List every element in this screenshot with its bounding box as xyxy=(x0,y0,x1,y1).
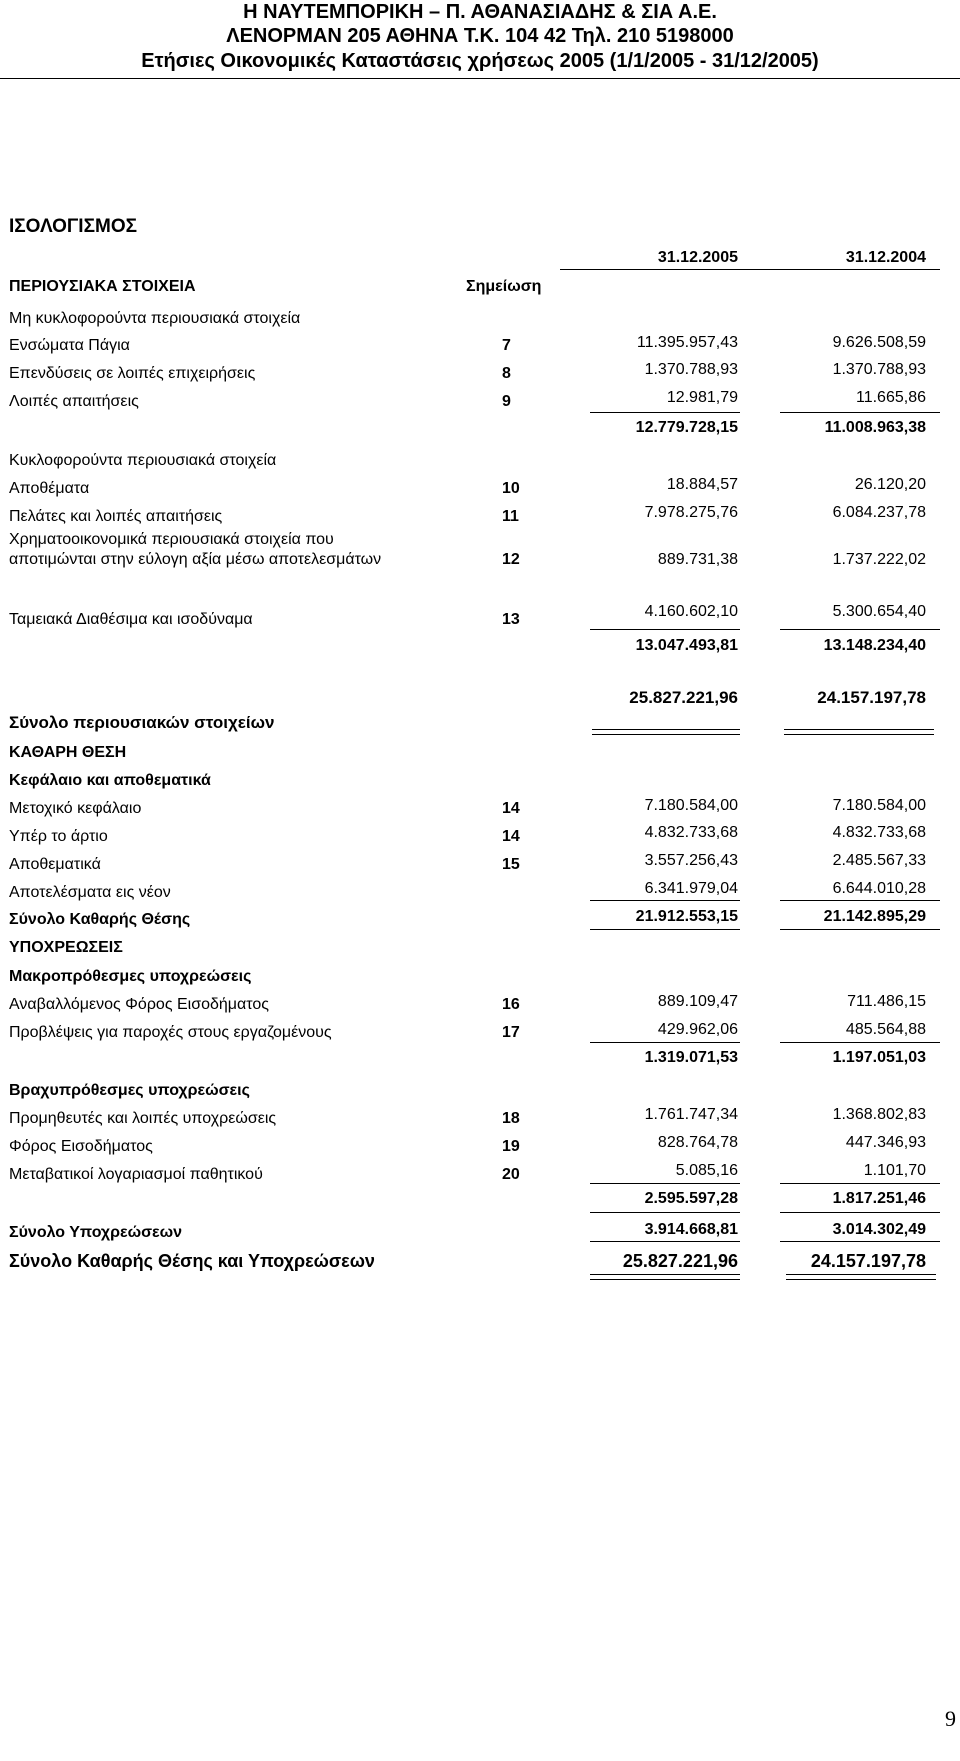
total-assets-2005: 25.827.221,96 xyxy=(629,688,738,707)
current-assets-heading: Κυκλοφορούντα περιουσιακά στοιχεία xyxy=(9,452,277,469)
noncurrent-total-2004: 11.008.963,38 xyxy=(824,419,926,436)
grand-total-2004: 24.157.197,78 xyxy=(810,1251,926,1271)
page-number: 9 xyxy=(945,1706,956,1731)
row-note: 14 xyxy=(502,828,520,845)
total-rule xyxy=(590,1241,740,1242)
subtotal-rule xyxy=(780,412,940,413)
equity-total-2005: 21.912.553,15 xyxy=(635,908,738,925)
subtotal-rule xyxy=(590,1212,740,1213)
grand-total-2005: 25.827.221,96 xyxy=(622,1251,738,1271)
row-label: Προβλέψεις για παροχές στους εργαζομένους xyxy=(9,1024,332,1041)
equity-subheading: Κεφάλαιο και αποθεματικά xyxy=(9,772,211,789)
shortterm-heading: Βραχυπρόθεσμες υποχρεώσεις xyxy=(9,1082,250,1099)
row-note: 17 xyxy=(502,1024,520,1041)
page-title: ΙΣΟΛΟΓΙΣΜΟΣ xyxy=(9,216,137,237)
total-assets-label: Σύνολο περιουσιακών στοιχείων xyxy=(9,713,275,732)
grand-total-label: Σύνολο Καθαρής Θέσης και Υποχρεώσεων xyxy=(9,1251,375,1271)
row-note: 8 xyxy=(502,365,511,382)
row-note: 10 xyxy=(502,480,520,497)
longterm-total-2005: 1.319.071,53 xyxy=(644,1049,738,1066)
value-2005: 828.764,78 xyxy=(657,1134,738,1151)
equity-total-label: Σύνολο Καθαρής Θέσης xyxy=(9,911,191,928)
row-note: 15 xyxy=(502,856,520,873)
column-header-rule xyxy=(560,269,940,270)
row-label: Αποτελέσματα εις νέον xyxy=(9,884,171,901)
value-2004: 1.368.802,83 xyxy=(832,1106,926,1123)
row-label: Μετοχικό κεφάλαιο xyxy=(9,800,142,817)
total-double-rule xyxy=(592,729,740,735)
subtotal-rule xyxy=(590,629,740,630)
row-label: Αποθέματα xyxy=(9,480,90,497)
row-note: 7 xyxy=(502,337,511,354)
shortterm-total-2004: 1.817.251,46 xyxy=(832,1190,926,1207)
row-note: 19 xyxy=(502,1138,520,1155)
value-2005: 5.085,16 xyxy=(675,1162,738,1179)
value-2005: 11.395.957,43 xyxy=(636,334,738,351)
value-2005: 889.109,47 xyxy=(657,993,738,1010)
row-label: Επενδύσεις σε λοιπές επιχειρήσεις xyxy=(9,365,256,382)
longterm-total-2004: 1.197.051,03 xyxy=(832,1049,926,1066)
value-2005: 1.761.747,34 xyxy=(644,1106,738,1123)
value-2004: 447.346,93 xyxy=(845,1134,926,1151)
row-label: Προμηθευτές και λοιπές υποχρεώσεις xyxy=(9,1110,277,1127)
row-note: 16 xyxy=(502,996,520,1013)
column-header-2005: 31.12.2005 xyxy=(657,249,738,266)
liabilities-total-2004: 3.014.302,49 xyxy=(832,1221,926,1238)
value-2004: 2.485.567,33 xyxy=(832,852,926,869)
row-label: Ταμειακά Διαθέσιμα και ισοδύναμα xyxy=(9,611,253,628)
row-note: 18 xyxy=(502,1110,520,1127)
value-2005: 429.962,06 xyxy=(657,1021,738,1038)
longterm-heading: Μακροπρόθεσμες υποχρεώσεις xyxy=(9,968,252,985)
current-total-2004: 13.148.234,40 xyxy=(823,637,926,654)
value-2005: 18.884,57 xyxy=(666,476,738,493)
liabilities-total-label: Σύνολο Υποχρεώσεων xyxy=(9,1224,183,1241)
subtotal-rule xyxy=(590,900,740,901)
equity-total-2004: 21.142.895,29 xyxy=(823,908,926,925)
value-2005: 4.160.602,10 xyxy=(644,603,738,620)
row-note: 14 xyxy=(502,800,520,817)
value-2004: 26.120,20 xyxy=(854,476,926,493)
row-note: 11 xyxy=(502,508,519,525)
value-2004: 4.832.733,68 xyxy=(832,824,926,841)
company-name: Η ΝΑΥΤΕΜΠΟΡΙΚΗ – Π. ΑΘΑΝΑΣΙΑΔΗΣ & ΣΙΑ Α.Ε. xyxy=(243,1,717,23)
row-label: Αποθεματικά xyxy=(9,856,101,873)
subtotal-rule xyxy=(590,1042,740,1043)
row-label: Λοιπές απαιτήσεις xyxy=(9,393,139,410)
equity-heading: ΚΑΘΑΡΗ ΘΕΣΗ xyxy=(9,744,127,761)
value-2004: 6.644.010,28 xyxy=(832,880,926,897)
value-2004: 711.486,15 xyxy=(847,993,926,1010)
shortterm-total-2005: 2.595.597,28 xyxy=(644,1190,738,1207)
total-rule xyxy=(780,1241,940,1242)
total-rule xyxy=(590,929,740,930)
value-2005: 889.731,38 xyxy=(657,551,738,568)
value-2004: 1.101,70 xyxy=(863,1162,926,1179)
value-2005: 7.978.275,76 xyxy=(644,504,738,521)
current-total-2005: 13.047.493,81 xyxy=(635,637,738,654)
statement-subtitle: Ετήσιες Οικονομικές Καταστάσεις χρήσεως 2005 (1/1/2005 - 31/12/2005) xyxy=(141,50,819,72)
row-note: 12 xyxy=(502,551,520,568)
value-2004: 7.180.584,00 xyxy=(832,797,926,814)
value-2005: 3.557.256,43 xyxy=(644,852,738,869)
value-2005: 7.180.584,00 xyxy=(644,797,738,814)
value-2004: 11.665,86 xyxy=(856,389,926,406)
row-label: Αναβαλλόμενος Φόρος Εισοδήματος xyxy=(9,996,269,1013)
company-address: ΛΕΝΟΡΜΑΝ 205 ΑΘΗΝΑ Τ.Κ. 104 42 Τηλ. 210 5198000 xyxy=(226,25,734,47)
subtotal-rule xyxy=(780,900,940,901)
column-header-2004: 31.12.2004 xyxy=(845,249,926,266)
row-label: Μεταβατικοί λογαριασμοί παθητικού xyxy=(9,1166,263,1183)
liabilities-heading: ΥΠΟΧΡΕΩΣΕΙΣ xyxy=(9,939,123,956)
assets-heading: ΠΕΡΙΟΥΣΙΑΚΑ ΣΤΟΙΧΕΙΑ xyxy=(9,278,196,295)
row-note: 13 xyxy=(502,611,520,628)
total-double-rule xyxy=(784,729,934,735)
grand-total-double-rule xyxy=(590,1274,740,1280)
row-note: 20 xyxy=(502,1166,520,1183)
subtotal-rule xyxy=(590,1183,740,1184)
grand-total-double-rule xyxy=(786,1274,936,1280)
noncurrent-assets-heading: Μη κυκλοφορούντα περιουσιακά στοιχεία xyxy=(9,310,301,327)
row-label: Φόρος Εισοδήματος xyxy=(9,1138,153,1155)
row-note: 9 xyxy=(502,393,511,410)
value-2004: 6.084.237,78 xyxy=(832,504,926,521)
note-column-header: Σημείωση xyxy=(466,278,542,295)
value-2005: 6.341.979,04 xyxy=(644,880,738,897)
value-2004: 9.626.508,59 xyxy=(832,334,926,351)
header-rule xyxy=(0,78,960,79)
row-label: Πελάτες και λοιπές απαιτήσεις xyxy=(9,508,223,525)
value-2005: 1.370.788,93 xyxy=(644,361,738,378)
subtotal-rule xyxy=(590,412,740,413)
subtotal-rule xyxy=(780,1042,940,1043)
value-2004: 485.564,88 xyxy=(845,1021,926,1038)
value-2004: 5.300.654,40 xyxy=(832,603,926,620)
value-2005: 12.981,79 xyxy=(666,389,738,406)
total-assets-2004: 24.157.197,78 xyxy=(817,688,926,707)
subtotal-rule xyxy=(780,1212,940,1213)
liabilities-total-2005: 3.914.668,81 xyxy=(644,1221,738,1238)
subtotal-rule xyxy=(780,629,940,630)
subtotal-rule xyxy=(780,1183,940,1184)
row-label: Υπέρ το άρτιο xyxy=(9,828,108,845)
value-2005: 4.832.733,68 xyxy=(644,824,738,841)
total-rule xyxy=(780,929,940,930)
noncurrent-total-2005: 12.779.728,15 xyxy=(635,419,738,436)
row-label: Ενσώματα Πάγια xyxy=(9,337,130,354)
row-label-line1: Χρηματοοικονομικά περιουσιακά στοιχεία που xyxy=(9,531,334,548)
value-2004: 1.370.788,93 xyxy=(832,361,926,378)
row-label-line2: αποτιμώνται στην εύλογη αξία μέσω αποτελεσμάτων xyxy=(9,551,382,568)
value-2004: 1.737.222,02 xyxy=(832,551,926,568)
